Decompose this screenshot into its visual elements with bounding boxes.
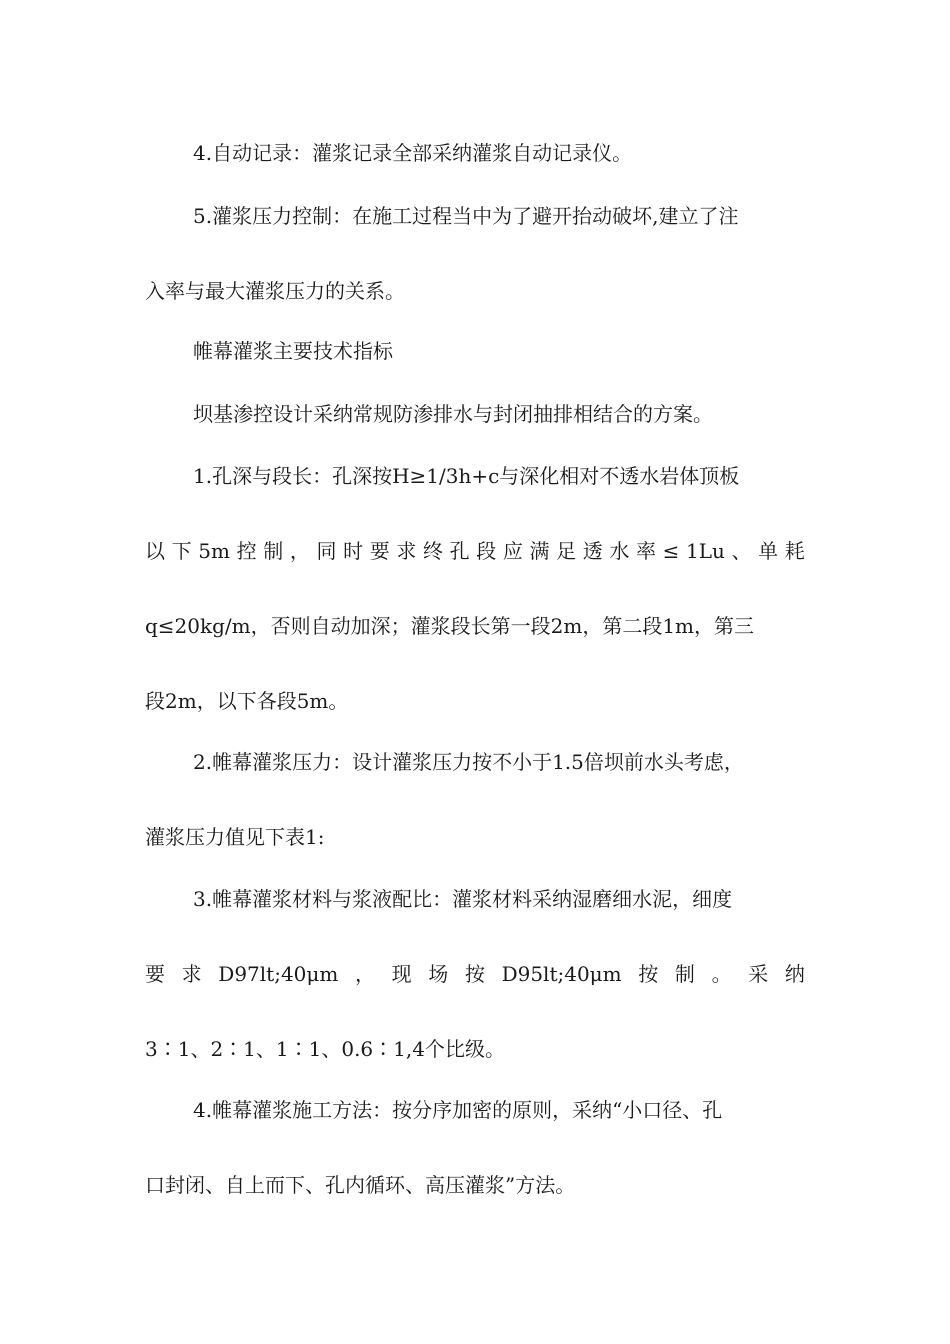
justified-token: 1Lu: [685, 539, 725, 563]
justified-token: 按: [464, 962, 485, 986]
justified-token: D95lt;40μm: [501, 962, 622, 986]
justified-token: ≤: [662, 539, 680, 563]
justified-token: 率: [635, 539, 656, 563]
justified-token: 5m: [198, 539, 230, 563]
justified-token: 水: [609, 539, 630, 563]
section-heading: 帷幕灌浆主要技术指标: [193, 339, 393, 363]
paragraph-materials-line-3: 3∶1、2∶1、1∶1、0.6∶1,4个比级。: [145, 1037, 505, 1061]
paragraph-hole-depth-line-2: [145, 538, 805, 564]
paragraph-hole-depth-line-1: 1.孔深与段长：孔深按H≥1/3h+c与深化相对不透水岩体顶板: [193, 464, 740, 488]
paragraph-materials-line-2: [145, 961, 805, 987]
justified-token: 时: [343, 539, 364, 563]
paragraph-method-line-1: 4.帷幕灌浆施工方法：按分序加密的原则，采纳“小口径、孔: [193, 1098, 723, 1122]
paragraph-hole-depth-line-3: q≤20kg/m，否则自动加深；灌浆段长第一段2m，第二段1m，第三: [145, 614, 755, 638]
paragraph-method-line-2: 口封闭、自上而下、孔内循环、高压灌浆”方法。: [145, 1173, 576, 1197]
paragraph-curtain-pressure-line-1: 2.帷幕灌浆压力：设计灌浆压力按不小于1.5倍坝前水头考虑，: [193, 750, 744, 774]
paragraph-materials-line-1: 3.帷幕灌浆材料与浆液配比：灌浆材料采纳湿磨细水泥，细度: [193, 887, 733, 911]
justified-token: 纳: [784, 962, 805, 986]
justified-token: 段: [476, 539, 497, 563]
justified-token: 单: [758, 539, 779, 563]
paragraph-hole-depth-line-4: 段2m，以下各段5m。: [145, 689, 349, 713]
justified-token: 耗: [784, 539, 805, 563]
justified-token: 。: [711, 962, 732, 986]
justified-token: 以: [145, 539, 165, 563]
justified-token: 终: [422, 539, 443, 563]
justified-token: 足: [556, 539, 577, 563]
justified-token: 满: [529, 539, 550, 563]
justified-token: 制: [674, 962, 695, 986]
paragraph-auto-record: 4.自动记录：灌浆记录全部采纳灌浆自动记录仪。: [193, 141, 633, 165]
justified-token: 透: [582, 539, 603, 563]
justified-token: 、: [731, 539, 752, 563]
justified-token: 采: [748, 962, 769, 986]
justified-token: ，: [355, 962, 375, 986]
justified-token: D97lt;40μm: [218, 962, 339, 986]
justified-token: 孔: [449, 539, 470, 563]
justified-token: 控: [236, 539, 257, 563]
justified-token: 要: [369, 539, 390, 563]
paragraph-design-scheme: 坝基渗控设计采纳常规防渗排水与封闭抽排相结合的方案。: [193, 402, 713, 426]
justified-token: 求: [396, 539, 417, 563]
justified-token: 应: [502, 539, 523, 563]
justified-token: ，: [289, 539, 310, 563]
justified-token: 场: [428, 962, 449, 986]
justified-token: 制: [263, 539, 284, 563]
paragraph-curtain-pressure-line-2: 灌浆压力值见下表1:: [145, 825, 325, 849]
justified-token: 按: [638, 962, 659, 986]
paragraph-pressure-control-line-2: 入率与最大灌浆压力的关系。: [145, 279, 405, 303]
justified-token: 要: [145, 962, 165, 986]
paragraph-pressure-control-line-1: 5.灌浆压力控制：在施工过程当中为了避开抬动破坏,建立了注: [193, 204, 739, 228]
justified-token: 下: [171, 539, 192, 563]
justified-token: 同: [316, 539, 337, 563]
justified-token: 现: [391, 962, 412, 986]
justified-token: 求: [181, 962, 202, 986]
